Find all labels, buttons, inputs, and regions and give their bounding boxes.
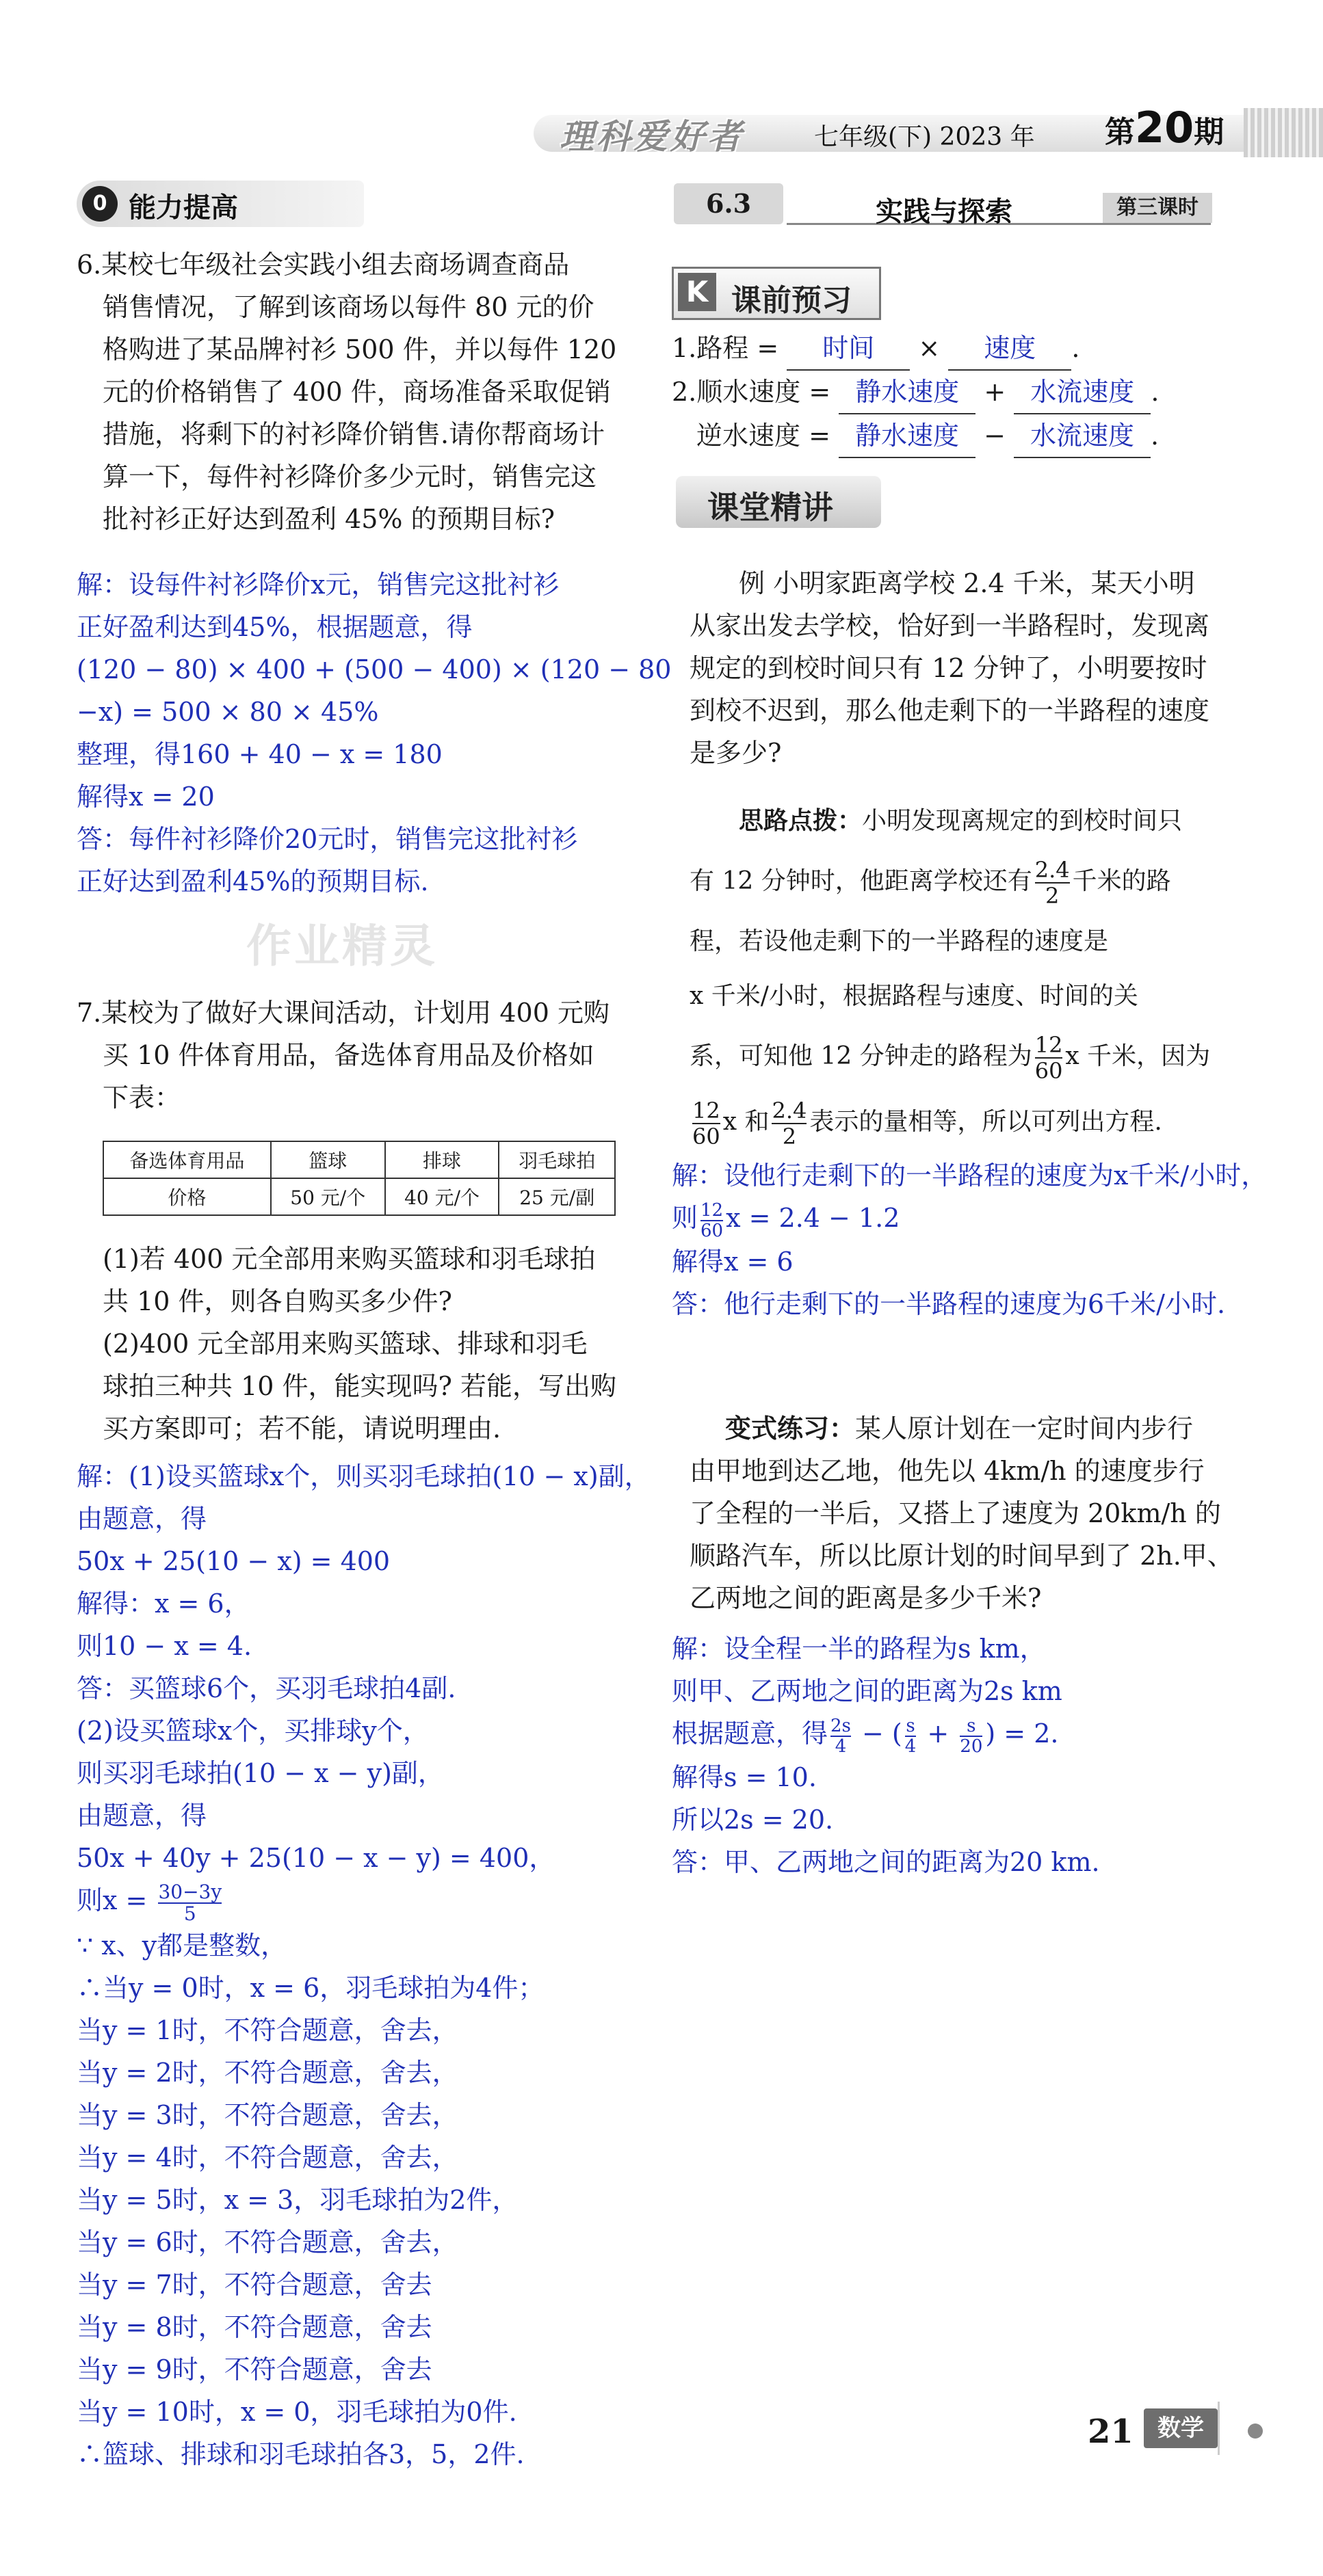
preview-content (672, 327, 1159, 458)
fraction (1035, 1033, 1063, 1083)
q7-answer-line: 则10 − x = 4. (77, 1631, 252, 1661)
example-line: 是多少? (690, 738, 782, 768)
q7-answer-line: ∵ x、y都是整数， (77, 1930, 287, 1961)
hint-line (690, 1089, 1210, 1155)
hint-text: 小明发现离规定的到校时间只 (862, 807, 1183, 835)
denominator: 60 (700, 1220, 724, 1241)
table-cell: 50 元/个 (271, 1178, 385, 1215)
operator: − (984, 421, 1006, 451)
q7-answer-line: 答：买篮球6个，买羽毛球拍4副. (77, 1673, 456, 1703)
period: . (1151, 377, 1160, 407)
table-cell: 备选体育用品 (103, 1141, 271, 1178)
table-cell: 排球 (385, 1141, 499, 1178)
fraction (158, 1882, 222, 1924)
answer-text: 根据题意，得 (672, 1718, 828, 1749)
fraction (830, 1716, 851, 1756)
denominator: 5 (158, 1902, 222, 1924)
q7-part-line: 共 10 件，则各自购买多少件? (103, 1286, 452, 1316)
fraction (1035, 858, 1070, 908)
preview-line (672, 414, 1159, 458)
q7-line: 7.某校为了做好大课间活动，计划用 400 元购 (77, 998, 610, 1028)
lesson-tag: 第三课时 (1103, 193, 1212, 223)
q7-answer-line: 当y = 1时，不符合题意，舍去， (77, 2015, 458, 2045)
footer-divider (1218, 2402, 1323, 2455)
q6-answer-line: −x) = 500 × 80 × 45% (77, 697, 379, 727)
variant-answer (672, 1628, 1100, 1883)
q7-answer-line: 当y = 9时，不符合题意，舍去 (77, 2354, 432, 2385)
numerator: 2s (830, 1715, 851, 1736)
q7-answer-line: 当y = 2时，不符合题意，舍去， (77, 2057, 458, 2088)
variant-line: 由甲地到达乙地，他先以 4km/h 的速度步行 (690, 1456, 1205, 1486)
q6-answer-line: 解：设每件衬衫降价x元，销售完这批衬衫 (77, 570, 560, 600)
variant-line: 顺路汽车，所以比原计划的时间早到了 2h.甲、 (690, 1541, 1233, 1571)
period: . (1071, 333, 1080, 363)
q7-answer-line: 当y = 7时，不符合题意，舍去 (77, 2269, 432, 2300)
q7-answer-line: 由题意，得 (77, 1801, 207, 1831)
subject-tag: 数学 (1144, 2408, 1218, 2448)
numerator: 2.4 (772, 1098, 807, 1124)
numerator: 12 (692, 1098, 720, 1124)
example (690, 562, 1209, 774)
blank-answer: 水流速度 (1014, 414, 1151, 458)
example-answer-line: 解得x = 6 (672, 1246, 794, 1277)
variant-line (690, 1407, 1233, 1450)
hint-block (690, 793, 1210, 1155)
hint-text: x 千米，因为 (1065, 1042, 1211, 1070)
hint-text: x 和 (722, 1108, 770, 1136)
hint-label: 思路点拨： (739, 806, 863, 835)
hint-line: x 千米/小时，根据路程与速度、时间的关 (690, 982, 1138, 1010)
example-line: 从家出发去学校，恰好到一半路程时，发现离 (690, 611, 1210, 641)
q6-line: 6.某校七年级社会实践小组去商场调查商品 (77, 250, 570, 280)
example-line: 例 小明家距离学校 2.4 千米，某天小明 (739, 568, 1195, 598)
q7-answer-line: 解得：x = 6， (77, 1589, 250, 1619)
q6-line: 销售情况，了解到该商场以每件 80 元的价 (103, 292, 594, 322)
preview-line (672, 371, 1159, 414)
q7-answer-line: 解：(1)设买篮球x个，则买羽毛球拍(10 − x)副， (77, 1461, 651, 1491)
numerator: 30−3y (158, 1880, 222, 1903)
denominator: 2 (1035, 882, 1070, 908)
q6-answer-line: 整理，得160 + 40 − x = 180 (77, 739, 443, 769)
variant-answer-line: 解：设全程一半的路程为s km， (672, 1634, 1046, 1664)
q7-answer-line: ∴篮球、排球和羽毛球拍各3，5，2件. (77, 2439, 525, 2469)
q7-answer-line: 50x + 25(10 − x) = 400 (77, 1546, 391, 1576)
q7-part-line: 买方案即可；若不能，请说明理由. (103, 1413, 501, 1444)
denominator: 60 (692, 1124, 720, 1150)
q7-part-line: (1)若 400 元全部用来购买篮球和羽毛球拍 (103, 1244, 596, 1274)
section-ability (77, 181, 364, 227)
fraction (960, 1716, 982, 1756)
example-line: 到校不迟到，那么他走剩下的一半路程的速度 (690, 695, 1210, 726)
watermark: 作业精灵 (246, 920, 438, 972)
q7-answer-line: 由题意，得 (77, 1504, 207, 1534)
section-title: 实践与探索 (876, 196, 1012, 228)
q7-answer-line: ∴当y = 0时，x = 6，羽毛球拍为4件； (77, 1972, 545, 2003)
page-number: 21 (1088, 2413, 1134, 2451)
variant-text: 某人原计划在一定时间内步行 (855, 1413, 1194, 1444)
example-answer (672, 1154, 1267, 1325)
q7-parts (103, 1238, 616, 1450)
label: 逆水速度 = (696, 421, 830, 451)
denominator: 2 (772, 1123, 807, 1149)
answer-text: − ( (853, 1718, 902, 1749)
variant-answer-line: 答：甲、乙两地之间的距离为20 km. (672, 1846, 1100, 1877)
question-6 (77, 243, 616, 540)
hint-line: 程，若设他走剩下的一半路程的速度是 (690, 927, 1109, 955)
denominator: 4 (904, 1736, 917, 1757)
denominator: 4 (830, 1736, 851, 1756)
table-cell: 篮球 (271, 1141, 385, 1178)
preview-banner (672, 267, 881, 320)
q7-answer-line: 当y = 5时，x = 3，羽毛球拍为2件， (77, 2184, 519, 2215)
q7-answer-line (77, 1879, 651, 1924)
answer-text: + (919, 1718, 958, 1749)
section-number: 6.3 (674, 183, 783, 224)
denominator: 20 (960, 1736, 983, 1757)
variant-exercise (690, 1407, 1233, 1619)
variant-line: 乙两地之间的距离是多少千米? (690, 1583, 1042, 1613)
q7-line: 买 10 件体育用品，备选体育用品及价格如 (103, 1040, 594, 1070)
variant-label: 变式练习： (725, 1413, 856, 1444)
hint-text: 系，可知他 12 分钟走的路程为 (690, 1042, 1032, 1070)
fraction (692, 1098, 720, 1149)
brand-logo: 理科爱好者 (560, 117, 744, 157)
q7-answer-line: 当y = 10时，x = 0，羽毛球拍为0件. (77, 2396, 517, 2427)
fraction (700, 1201, 723, 1240)
example-answer-line: 答：他行走剩下的一半路程的速度为6千米/小时. (672, 1288, 1226, 1319)
question-7 (77, 992, 610, 1119)
q6-line: 措施，将剩下的衬衫降价销售.请你帮商场计 (103, 419, 605, 449)
example-line: 规定的到校时间只有 12 分钟了，小明要按时 (690, 653, 1207, 683)
q6-answer (77, 563, 671, 903)
operator: × (918, 333, 941, 363)
q6-line: 格购进了某品牌衬衫 500 件，并以每件 120 (103, 334, 617, 364)
example-answer-line: 解：设他行走剩下的一半路程的速度为x千米/小时， (672, 1160, 1268, 1191)
numerator: 2.4 (1034, 857, 1070, 883)
q6-answer-line: 正好盈利达到45%，根据题意，得 (77, 612, 473, 642)
issue-number: 第20期 (1105, 103, 1224, 152)
q7-answer-line: 则买羽毛球拍(10 − x − y)副， (77, 1758, 444, 1788)
section-title: 能力提高 (129, 192, 238, 224)
q7-line: 下表： (103, 1083, 181, 1113)
fraction (772, 1098, 807, 1149)
answer-text: 则 (672, 1203, 698, 1233)
preview-title: 课前预习 (731, 283, 852, 318)
class-title: 课堂精讲 (707, 489, 833, 526)
table-cell: 羽毛球拍 (499, 1141, 615, 1178)
grade-info: 七年级(下) 2023 年 (814, 123, 1035, 151)
denominator: 60 (1034, 1058, 1063, 1084)
q7-answer-line: 当y = 3时，不符合题意，舍去， (77, 2099, 458, 2130)
variant-answer-line (672, 1712, 1100, 1756)
table-row (103, 1141, 615, 1178)
answer-text: 则x = (77, 1885, 156, 1915)
numerator: s (906, 1715, 915, 1736)
blank-answer: 静水速度 (839, 371, 975, 414)
table-cell: 价格 (103, 1178, 271, 1215)
k-icon: K (678, 273, 716, 311)
section-number-badge: 0 (82, 186, 118, 222)
table-cell: 40 元/个 (385, 1178, 499, 1215)
price-table (103, 1141, 616, 1216)
blank-answer: 时间 (787, 327, 910, 371)
q7-answer-line: 当y = 6时，不符合题意，舍去， (77, 2227, 458, 2257)
q7-answer-line: 当y = 8时，不符合题意，舍去 (77, 2311, 432, 2342)
q7-part-line: (2)400 元全部用来购买篮球、排球和羽毛 (103, 1329, 588, 1359)
blank-answer: 水流速度 (1014, 371, 1151, 414)
q7-answer-line: 当y = 4时，不符合题意，舍去， (77, 2142, 458, 2173)
blank-answer: 静水速度 (839, 414, 975, 458)
hint-line (690, 1024, 1210, 1089)
q6-line: 元的价格销售了 400 件，商场准备采取促销 (103, 377, 611, 407)
q7-answer-line: 50x + 40y + 25(10 − x − y) = 400， (77, 1843, 555, 1873)
preview-line (672, 327, 1159, 371)
numerator: 12 (700, 1199, 724, 1221)
variant-answer-line: 所以2s = 20. (672, 1804, 834, 1835)
footer-dot-icon (1248, 2424, 1263, 2439)
variant-line: 了全程的一半后，又搭上了速度为 20km/h 的 (690, 1498, 1221, 1528)
q6-answer-line: 答：每件衬衫降价20元时，销售完这批衬衫 (77, 824, 578, 854)
q6-line: 算一下，每件衬衫降价多少元时，销售完这 (103, 462, 597, 492)
fraction (905, 1716, 917, 1756)
answer-text: ) = 2. (985, 1718, 1059, 1749)
q7-part-line: 球拍三种共 10 件，能实现吗? 若能，写出购 (103, 1371, 616, 1401)
hint-line (690, 849, 1210, 914)
q6-line: 批衬衫正好达到盈利 45% 的预期目标? (103, 504, 555, 534)
class-banner (676, 476, 881, 528)
period: . (1151, 421, 1160, 451)
hint-line (690, 793, 1210, 849)
q7-answer (77, 1455, 651, 2475)
q6-answer-line: (120 − 80) × 400 + (500 − 400) × (120 − 80 (77, 654, 672, 685)
table-cell: 25 元/副 (499, 1178, 615, 1215)
variant-answer-line: 则甲、乙两地之间的距离为2s km (672, 1676, 1062, 1706)
example-answer-line (672, 1197, 1267, 1240)
variant-answer-line: 解得s = 10. (672, 1762, 817, 1792)
numerator: 12 (1034, 1032, 1063, 1058)
q6-answer-line: 正好达到盈利45%的预期目标. (77, 866, 429, 897)
header-stripes (1244, 108, 1323, 157)
blank-answer: 速度 (948, 327, 1071, 371)
hint-text: 千米的路 (1072, 867, 1171, 895)
answer-text: x = 2.4 − 1.2 (726, 1203, 900, 1233)
table-row (103, 1178, 615, 1215)
numerator: s (967, 1715, 976, 1736)
label: 1.路程 = (672, 333, 779, 363)
q6-answer-line: 解得x = 20 (77, 782, 215, 812)
operator: + (984, 377, 1006, 407)
hint-text: 表示的量相等，所以可列出方程. (809, 1108, 1162, 1136)
label: 2.顺水速度 = (672, 377, 831, 407)
q7-answer-line: (2)设买篮球x个，买排球y个， (77, 1716, 429, 1746)
hint-text: 有 12 分钟时，他距离学校还有 (690, 867, 1032, 895)
